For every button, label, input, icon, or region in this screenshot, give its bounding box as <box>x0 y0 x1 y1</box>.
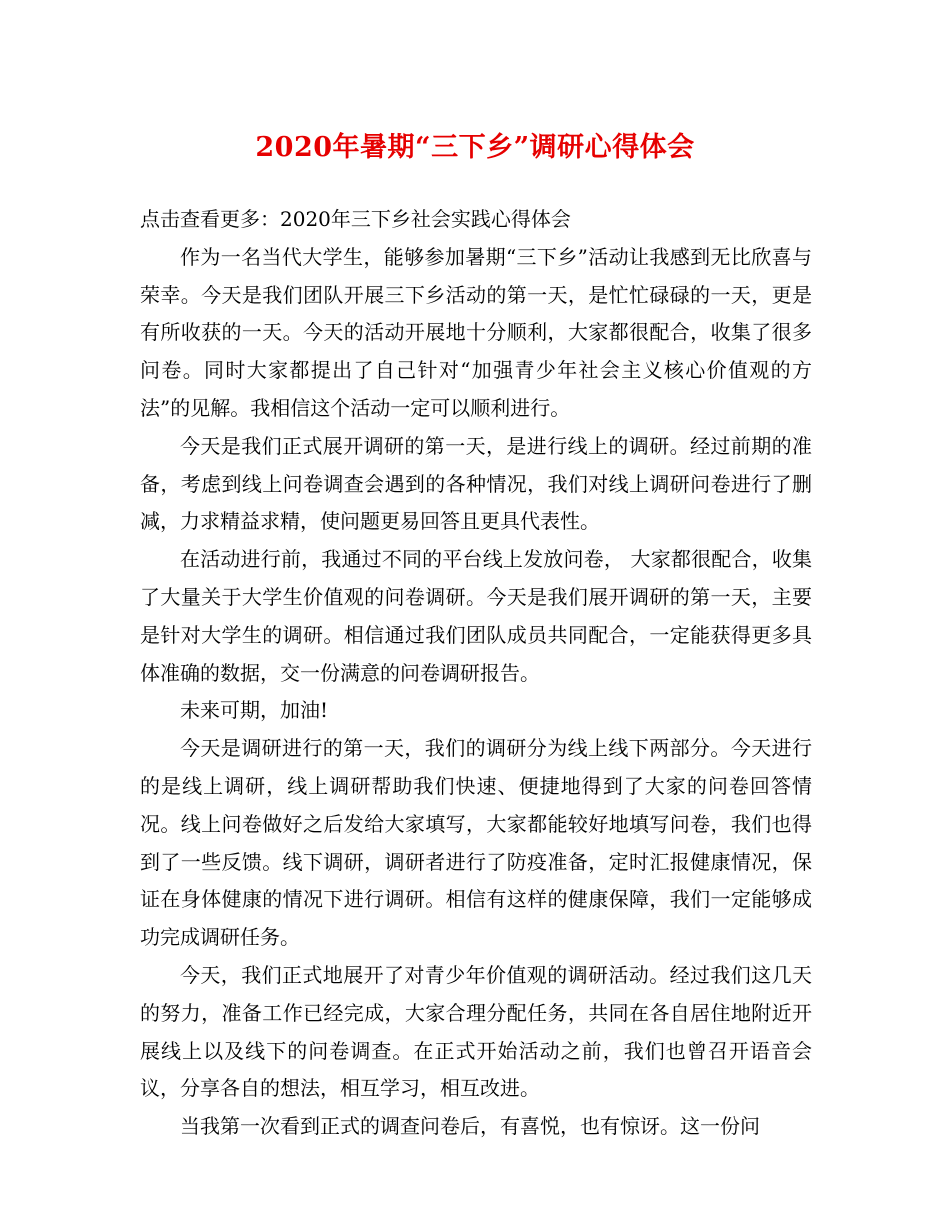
paragraph: 在活动进行前，我通过不同的平台线上发放问卷， 大家都很配合，收集了大量关于大学生价值观的问卷调研。今天是我们展开调研的第一天，主要是针对大学生的调研。相信通过我们团队成员共同配合，一定能获得更多具体准确的数据，交一份满意的问卷调研报告。 <box>140 547 812 685</box>
paragraph: 作为一名当代大学生，能够参加暑期“三下乡”活动让我感到无比欣喜与荣幸。今天是我们团队开展三下乡活动的第一天，是忙忙碌碌的一天，更是有所收获的一天。今天的活动开展地十分顺利，大家都很配合，收集了很多问卷。同时大家都提出了自己针对“加强青少年社会主义核心价值观的方法”的见解。我相信这个活动一定可以顺利进行。 <box>140 244 812 420</box>
document-body <box>140 201 812 1146</box>
related-link[interactable]: 点击查看更多：2020年三下乡社会实践心得体会 <box>140 207 571 231</box>
paragraph: 未来可期，加油! <box>180 698 329 723</box>
paragraph: 今天是我们正式展开调研的第一天，是进行线上的调研。经过前期的准备，考虑到线上问卷调查会遇到的各种情况，我们对线上调研问卷进行了删减，力求精益求精，使问题更易回答且更具代表性。 <box>140 433 812 534</box>
paragraph: 当我第一次看到正式的调查问卷后，有喜悦，也有惊讶。这一份问 <box>180 1114 760 1139</box>
paragraph: 今天是调研进行的第一天，我们的调研分为线上线下两部分。今天进行的是线上调研，线上调研帮助我们快速、便捷地得到了大家的问卷回答情况。线上问卷做好之后发给大家填写，大家都能较好地填写问卷，我们也得到了一些反馈。线下调研，调研者进行了防疫准备，定时汇报健康情况，保证在身体健康的情况下进行调研。相信有这样的健康保障，我们一定能够成功完成调研任务。 <box>140 736 812 950</box>
document-title: 2020年暑期“三下乡”调研心得体会 <box>255 132 695 163</box>
paragraph: 今天，我们正式地展开了对青少年价值观的调研活动。经过我们这几天的努力，准备工作已经完成，大家合理分配任务，共同在各自居住地附近开展线上以及线下的问卷调查。在正式开始活动之前，我们也曾召开语音会议，分享各自的想法，相互学习，相互改进。 <box>140 962 812 1101</box>
